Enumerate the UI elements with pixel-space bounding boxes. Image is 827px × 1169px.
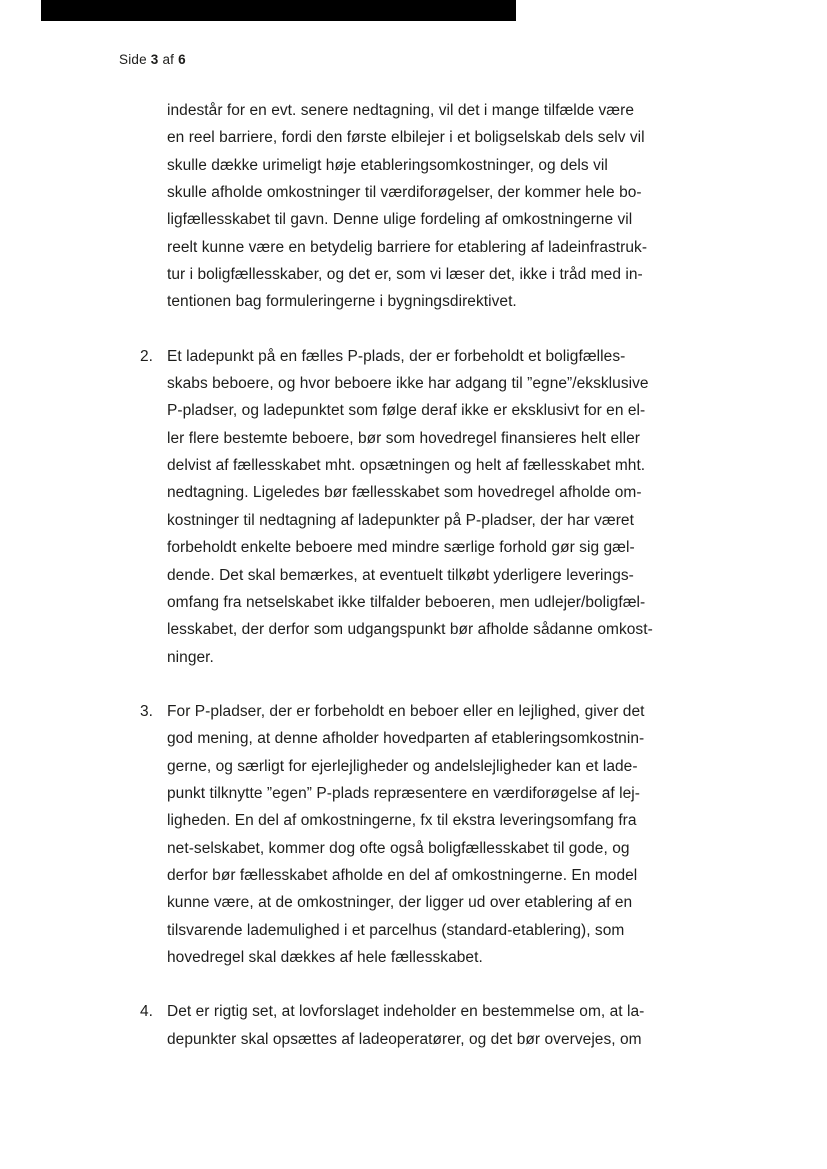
text-line: omfang fra netselskabet ikke tilfalder beboeren, men udlejer/boligfæl- xyxy=(167,593,646,611)
list-item xyxy=(140,998,720,1053)
list-item-text xyxy=(167,343,720,671)
document-body xyxy=(140,97,720,1053)
text-line: gerne, og særligt for ejerlejligheder og andelslejligheder kan et lade- xyxy=(167,757,638,775)
intro-paragraph xyxy=(140,97,720,316)
text-line: ler flere bestemte beboere, bør som hovedregel finansieres helt eller xyxy=(167,429,640,447)
page-indicator xyxy=(119,52,186,68)
list-item-number: 3. xyxy=(140,702,154,720)
text-line: tentionen bag formuleringerne i bygningsdirektivet. xyxy=(167,293,517,311)
text-line: skulle dække urimeligt høje etableringsomkostninger, og dels vil xyxy=(167,156,608,174)
text-line: en reel barriere, fordi den første elbilejer i et boligselskab dels selv vil xyxy=(167,129,645,147)
list-item-text xyxy=(167,998,720,1053)
text-line: ligheden. En del af omkostningerne, fx til ekstra leveringsomfang fra xyxy=(167,812,637,830)
list-item xyxy=(140,698,720,971)
list-item xyxy=(140,343,720,671)
page-indicator-of-label: af xyxy=(162,52,175,67)
text-line: derfor bør fællesskabet afholde en del af omkostningerne. En model xyxy=(167,866,638,884)
page-indicator-current: 3 xyxy=(150,52,159,67)
redacted-header-bar xyxy=(41,0,516,21)
text-line: nedtagning. Ligeledes bør fællesskabet som hovedregel afholde om- xyxy=(167,484,642,502)
text-line: net-selskabet, kommer dog ofte også boligfællesskabet til gode, og xyxy=(167,839,630,857)
text-line: punkt tilknytte ”egen” P-plads repræsentere en værdiforøgelse af lej- xyxy=(167,784,640,802)
text-line: indestår for en evt. senere nedtagning, vil det i mange tilfælde være xyxy=(167,102,634,119)
numbered-list xyxy=(140,343,720,1053)
text-line: P-pladser, og ladepunktet som følge deraf ikke er eksklusivt for en el- xyxy=(167,402,646,420)
text-line: skabs beboere, og hvor beboere ikke har adgang til ”egne”/eksklusive xyxy=(167,375,649,393)
text-line: dende. Det skal bemærkes, at eventuelt tilkøbt yderligere leverings- xyxy=(167,566,634,584)
list-item-number: 2. xyxy=(140,347,154,365)
page-indicator-side-label: Side xyxy=(119,52,147,67)
list-item-text xyxy=(167,698,720,971)
text-line: reelt kunne være en betydelig barriere for etablering af ladeinfrastruk- xyxy=(167,238,648,256)
text-line: ligfællesskabet til gavn. Denne ulige fordeling af omkostningerne vil xyxy=(167,211,633,229)
text-line: kunne være, at de omkostninger, der ligger ud over etablering af en xyxy=(167,894,633,912)
text-line: forbeholdt enkelte beboere med mindre særlige forhold gør sig gæl- xyxy=(167,539,635,557)
text-line: Det er rigtig set, at lovforslaget indeholder en bestemmelse om, at la- xyxy=(167,1003,645,1021)
text-line: god mening, at denne afholder hovedparten af etableringsomkostnin- xyxy=(167,730,645,748)
text-line: skulle afholde omkostninger til værdiforøgelser, der kommer hele bo- xyxy=(167,184,642,202)
text-line: depunkter skal opsættes af ladeoperatører, og det bør overvejes, om xyxy=(167,1030,642,1048)
text-line: Et ladepunkt på en fælles P-plads, der er forbeholdt et boligfælles- xyxy=(167,347,626,365)
text-line: delvist af fællesskabet mht. opsætningen og helt af fællesskabet mht. xyxy=(167,457,646,475)
text-line: tur i boligfællesskaber, og det er, som vi læser det, ikke i tråd med in- xyxy=(167,266,643,284)
text-line: kostninger til nedtagning af ladepunkter på P-pladser, der har været xyxy=(167,511,634,529)
text-line: tilsvarende lademulighed i et parcelhus (standard-etablering), som xyxy=(167,921,625,939)
text-line: ninger. xyxy=(167,648,214,666)
list-item-number: 4. xyxy=(140,1003,154,1021)
page-indicator-total: 6 xyxy=(178,52,186,67)
text-line: hovedregel skal dækkes af hele fællesskabet. xyxy=(167,948,483,966)
text-line: lesskabet, der derfor som udgangspunkt bør afholde sådanne omkost- xyxy=(167,621,653,639)
text-line: For P-pladser, der er forbeholdt en beboer eller en lejlighed, giver det xyxy=(167,702,645,720)
